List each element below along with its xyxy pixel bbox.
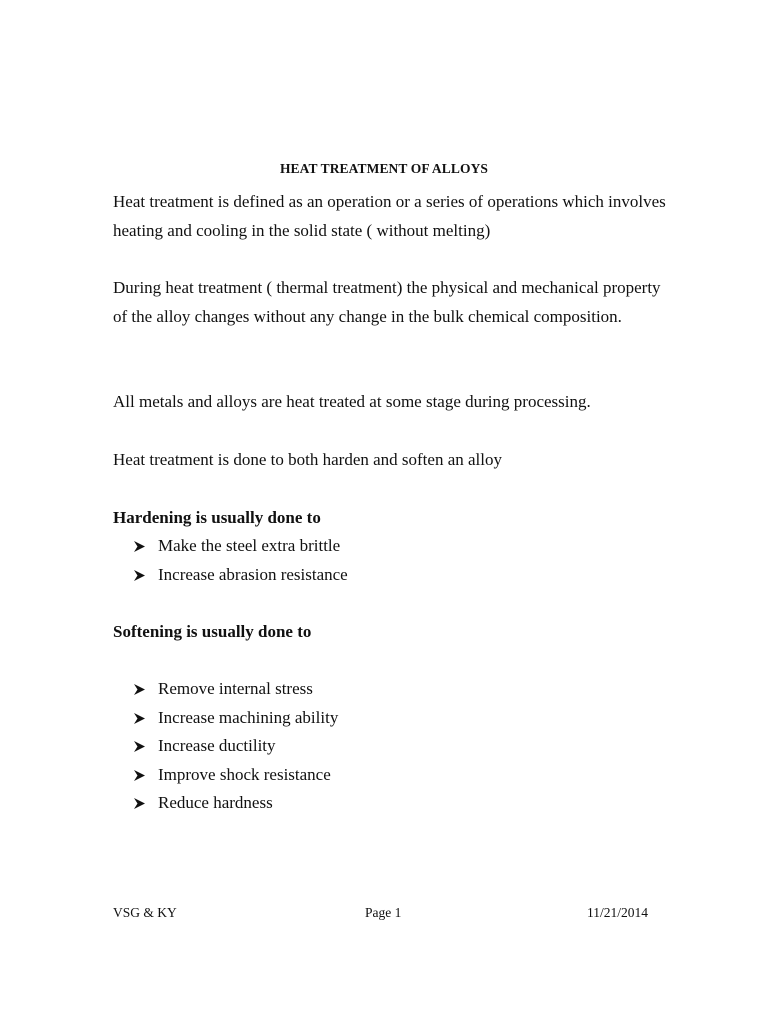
list-item <box>133 561 348 590</box>
softening-heading: Softening is usually done to <box>113 622 312 641</box>
list-item-label: Increase machining ability <box>158 707 339 727</box>
list-item <box>133 532 348 561</box>
list-item-label: Make the steel extra brittle <box>158 536 341 555</box>
arrowhead-bullet-icon <box>133 683 146 696</box>
footer-date: 11/21/2014 <box>587 905 649 920</box>
paragraph-all-metals: All metals and alloys are heat treated at some stage during processing. <box>113 392 591 411</box>
paragraph-harden-soften: Heat treatment is done to both harden and soften an alloy <box>113 450 502 469</box>
list-item <box>133 732 338 761</box>
page-title: HEAT TREATMENT OF ALLOYS <box>279 161 489 176</box>
paragraph-definition: Heat treatment is defined as an operation or a series of operations which involves heating and cooling in the solid state ( without melting) <box>113 192 666 240</box>
hardening-list <box>133 532 348 589</box>
list-item-label: Improve shock resistance <box>158 764 331 784</box>
arrowhead-bullet-icon <box>133 540 146 553</box>
footer-authors: VSG & KY <box>113 905 177 920</box>
list-item-label: Increase ductility <box>158 736 276 755</box>
arrowhead-bullet-icon <box>133 712 146 725</box>
list-item-label: Remove internal stress <box>158 679 313 698</box>
softening-list <box>133 675 338 818</box>
arrowhead-bullet-icon <box>133 769 146 782</box>
arrowhead-bullet-icon <box>133 797 146 810</box>
list-item <box>133 704 338 733</box>
list-item <box>133 761 338 790</box>
list-item <box>133 789 338 818</box>
list-item-label: Reduce hardness <box>158 793 273 812</box>
list-item-label: Increase abrasion resistance <box>158 564 348 584</box>
hardening-heading: Hardening is usually done to <box>113 508 321 527</box>
paragraph-during-treatment: During heat treatment ( thermal treatment) the physical and mechanical property of the alloy changes without any change in the bulk chemical composition. <box>113 278 661 326</box>
arrowhead-bullet-icon <box>133 740 146 753</box>
footer-page-number: Page 1 <box>365 905 402 920</box>
arrowhead-bullet-icon <box>133 569 146 582</box>
list-item <box>133 675 338 704</box>
